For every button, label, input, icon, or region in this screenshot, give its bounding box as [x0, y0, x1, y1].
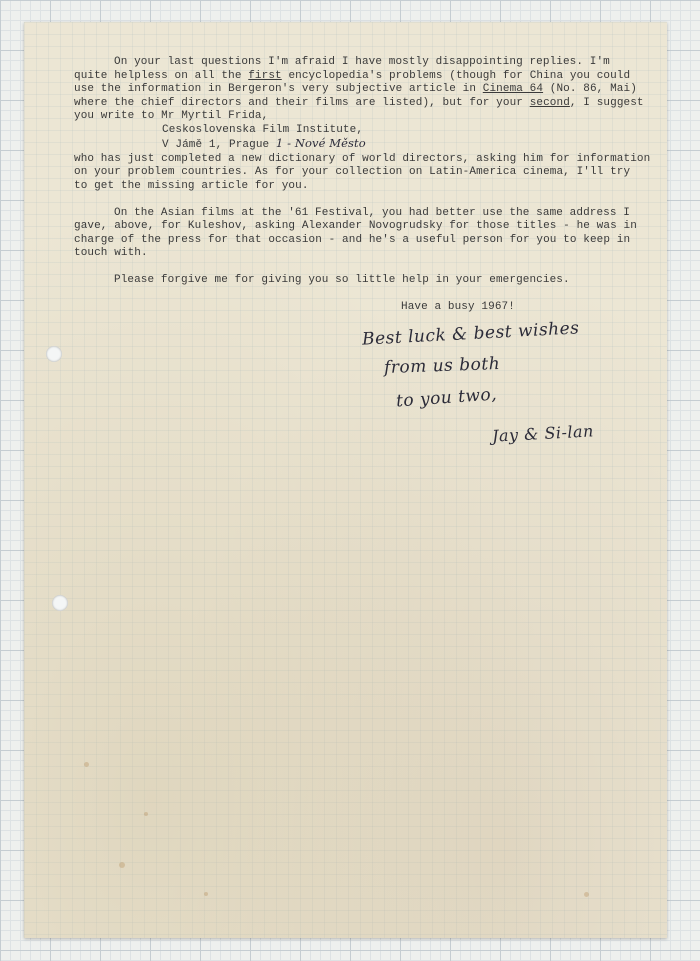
stain	[204, 892, 208, 896]
stain	[84, 762, 89, 767]
punch-hole	[46, 346, 62, 362]
para1-text-b: encyclopedia's problems (though for China you could use the information in Bergeron's very subjective article in	[74, 69, 631, 95]
address-line-2-handwritten: 1 - Nové Město	[275, 136, 366, 150]
stain	[144, 812, 148, 816]
letter-sheet	[24, 22, 667, 938]
handwritten-signature: Jay & Si-lan	[491, 421, 595, 446]
punch-hole	[52, 595, 68, 611]
handwritten-line-2: from us both	[383, 353, 501, 379]
underlined-cinema-64: Cinema 64	[482, 83, 544, 95]
handwritten-line-1: Best luck & best wishes	[361, 318, 580, 350]
paragraph-2: On the Asian films at the '61 Festival, you had better use the same address I gave, above, for Kuleshov, asking Alexander Novogrudsky for those titles - he was in charge of the press for that occasion - and he's a useful person for you to keep in touch with.	[74, 206, 637, 259]
para1-text-a: On your last questions I'm afraid I have mostly disappointing replies. I'm quite helpless on all the	[74, 56, 610, 82]
typed-letter-body	[74, 56, 654, 328]
underlined-first: first	[248, 69, 282, 82]
address-line-2	[74, 137, 654, 153]
closing-line: Have a busy 1967!	[401, 301, 515, 313]
handwritten-line-3: to you two,	[395, 384, 498, 412]
address-line-1: Ceskoslovenska Film Institute,	[162, 123, 364, 136]
para1-text-c: (No. 86, Mai) where the chief directors and their films are listed), but for your	[74, 83, 637, 109]
paragraph-3: Please forgive me for giving you so little help in your emergencies.	[114, 274, 570, 286]
stain	[119, 862, 125, 868]
paragraph-1-continued: who has just completed a new dictionary of world directors, asking him for information on your problem countries. As for your collection on Latin-America cinema, I'll try to get the missing article for you.	[74, 152, 651, 192]
address-line-2-typed: V Jámě 1, Prague	[162, 139, 276, 151]
para1-text-d: , I suggest you write to Mr Myrtil Frida,	[74, 96, 644, 122]
paragraph-1	[74, 56, 654, 124]
stain	[584, 892, 589, 897]
underlined-second: second	[529, 96, 570, 109]
